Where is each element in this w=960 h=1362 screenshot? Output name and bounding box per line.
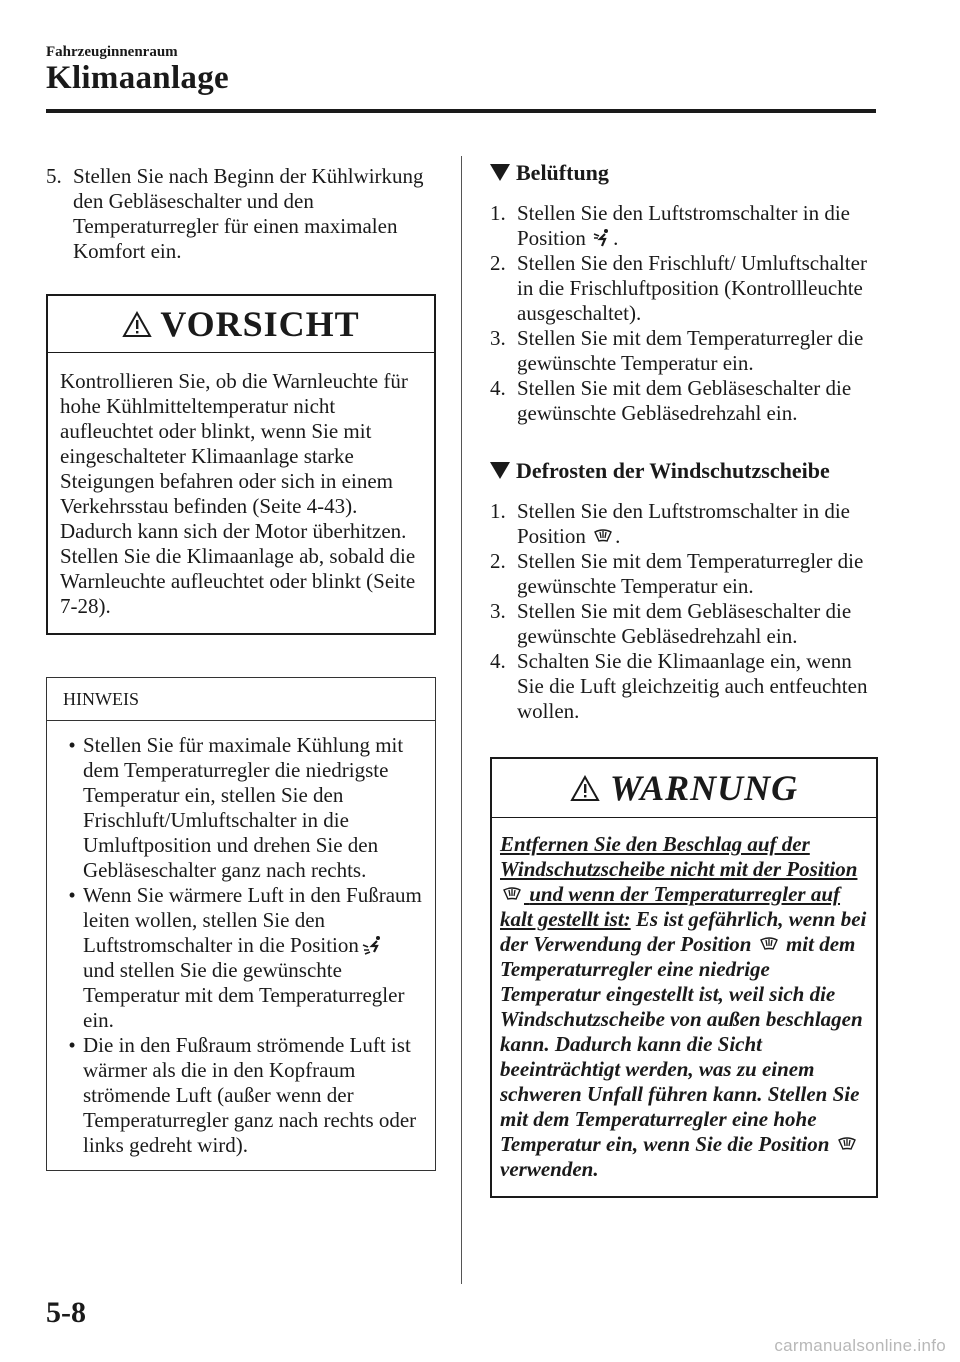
- defrost-icon: [502, 886, 522, 904]
- step-text: [517, 499, 880, 549]
- defrost-step-1: [490, 499, 880, 549]
- bullet-marker: •: [68, 733, 76, 757]
- section-label: Fahrzeuginnenraum: [46, 44, 178, 60]
- step-text: Stellen Sie nach Beginn der Kühlwirkung den Gebläseschalter und den Temperaturregler für einen maximalen Komfort ein.: [73, 164, 424, 263]
- bullet-text: und stellen Sie die gewünschte Temperatur mit dem Temperaturregler ein.: [83, 958, 405, 1032]
- defrost-icon: [759, 936, 779, 954]
- section-heading-ventilation: [490, 160, 880, 185]
- section-title: Belüftung: [516, 160, 609, 185]
- bullet-text-part: Wenn Sie wärmere Luft in den Fußraum leiten wollen, stellen Sie den Luftstromschalter in die Position: [83, 883, 422, 957]
- step-text-part: Stellen Sie den Luftstromschalter in die Position: [517, 499, 851, 548]
- step-number: 4.: [490, 649, 506, 673]
- watermark: carmanualsonline.info: [774, 1336, 946, 1355]
- floor-airflow-icon: [361, 935, 383, 955]
- caution-text: Kontrollieren Sie, ob die Warnleuchte für hohe Kühlmitteltemperatur nicht aufleuchtet oder blinkt, wenn Sie mit eingeschalteter Klimaanlage starke Steigungen befahren oder sich in einem Verkehrsstau befinden (Seite 4-43). Dadurch kann sich der Motor überhitzen. Stellen Sie die Klimaanlage ab, sobald die Warnleuchte aufleuchtet oder blinkt (Seite 7-28).: [60, 369, 416, 618]
- step-number: 4.: [490, 376, 506, 400]
- right-column: [490, 160, 880, 1198]
- step-text-part: .: [613, 226, 619, 250]
- caution-title: VORSICHT: [160, 303, 360, 344]
- warning-text: [492, 818, 876, 1196]
- warning-triangle-icon: [570, 775, 600, 802]
- step-number: 3.: [490, 599, 506, 623]
- note-bullet-cont: [61, 958, 427, 1033]
- warning-text-part: Entfernen Sie den Beschlag auf der Windschutzscheibe nicht mit der Position: [500, 832, 858, 881]
- step-number: 3.: [490, 326, 506, 350]
- bullet-marker: •: [68, 1033, 76, 1057]
- bullet-text: [83, 883, 427, 958]
- step-text-part: .: [615, 524, 621, 548]
- section-triangle-icon: [490, 462, 510, 479]
- warning-text-part: und wenn der Temperaturregler auf kalt gestellt ist:: [500, 882, 841, 931]
- step-text: Stellen Sie mit dem Gebläseschalter die gewünschte Gebläsedrehzahl ein.: [517, 599, 852, 648]
- column-divider: [461, 156, 462, 1284]
- warning-text-part: mit dem Temperaturregler eine niedrige Temperatur eingestellt ist, weil sich die Windschutzscheibe von außen beschlagen kann. Dadurch kann die Sicht beeinträchtigt werden, was zu einem schweren Unfall führen kann. Stellen Sie mit dem Temperaturregler eine hohe Temperatur ein, wenn Sie die Position: [500, 932, 863, 1156]
- defrost-step-2: [490, 549, 880, 599]
- face-airflow-icon: [593, 228, 611, 248]
- step-text: Stellen Sie mit dem Temperaturregler die gewünschte Temperatur ein.: [517, 549, 864, 598]
- warning-title: WARNUNG: [609, 767, 799, 808]
- step-number: 5.: [46, 164, 62, 188]
- page-title: Klimaanlage: [46, 60, 229, 96]
- section-title: Defrosten der Windschutzscheibe: [516, 458, 830, 483]
- warning-text-part: Es ist gefährlich, wenn bei der Verwendung der Position: [500, 907, 867, 956]
- bullet-text: Die in den Fußraum strömende Luft ist wärmer als die in den Kopfraum strömende Luft (außer wenn der Temperaturregler ganz nach rechts oder links gedreht wird).: [83, 1033, 417, 1157]
- step-text: Stellen Sie den Frischluft/ Umluftschalter in die Frischluftposition (Kontrollleuchte ausgeschaltet).: [517, 251, 867, 325]
- ventilation-step-1: [490, 201, 880, 251]
- warning-header: [492, 759, 876, 818]
- note-title: HINWEIS: [47, 678, 435, 721]
- step-text: Stellen Sie mit dem Gebläseschalter die gewünschte Gebläsedrehzahl ein.: [517, 376, 852, 425]
- bullet-marker: •: [68, 883, 76, 907]
- section-triangle-icon: [490, 164, 510, 181]
- note-box: [46, 677, 436, 1171]
- note-bullet: [61, 733, 427, 883]
- ventilation-step-3: [490, 326, 880, 376]
- warning-text-part: verwenden.: [500, 1157, 599, 1181]
- defrost-step-4: [490, 649, 880, 724]
- bullet-text: Stellen Sie für maximale Kühlung mit dem Temperaturregler die niedrigste Temperatur ein, stellen Sie den Frischluft/Umluftschalter in die Umluftposition und drehen Sie den Gebläseschalter ganz nach rechts.: [83, 733, 404, 882]
- section-heading-defrost: [490, 458, 880, 483]
- step-text: Schalten Sie die Klimaanlage ein, wenn Sie die Luft gleichzeitig auch entfeuchten wollen.: [517, 649, 868, 723]
- step-text: Stellen Sie mit dem Temperaturregler die gewünschte Temperatur ein.: [517, 326, 864, 375]
- step-5: [46, 164, 436, 264]
- defrost-icon: [593, 528, 613, 546]
- step-number: 1.: [490, 201, 506, 225]
- step-text: [517, 201, 880, 251]
- left-column: [46, 164, 436, 1171]
- note-bullet: [61, 1033, 427, 1158]
- note-bullet: [61, 883, 427, 958]
- page-number: 5-8: [46, 1296, 86, 1329]
- step-number: 1.: [490, 499, 506, 523]
- ventilation-step-4: [490, 376, 880, 426]
- step-text-part: Stellen Sie den Luftstromschalter in die Position: [517, 201, 851, 250]
- caution-header: [48, 296, 434, 353]
- defrost-icon: [837, 1136, 857, 1154]
- ventilation-step-2: [490, 251, 880, 326]
- header-rule: [46, 109, 876, 113]
- warning-triangle-icon: [122, 311, 152, 338]
- caution-box: [46, 294, 436, 635]
- warning-box: [490, 757, 878, 1198]
- step-number: 2.: [490, 549, 506, 573]
- defrost-step-3: [490, 599, 880, 649]
- step-number: 2.: [490, 251, 506, 275]
- note-body: [47, 721, 435, 1170]
